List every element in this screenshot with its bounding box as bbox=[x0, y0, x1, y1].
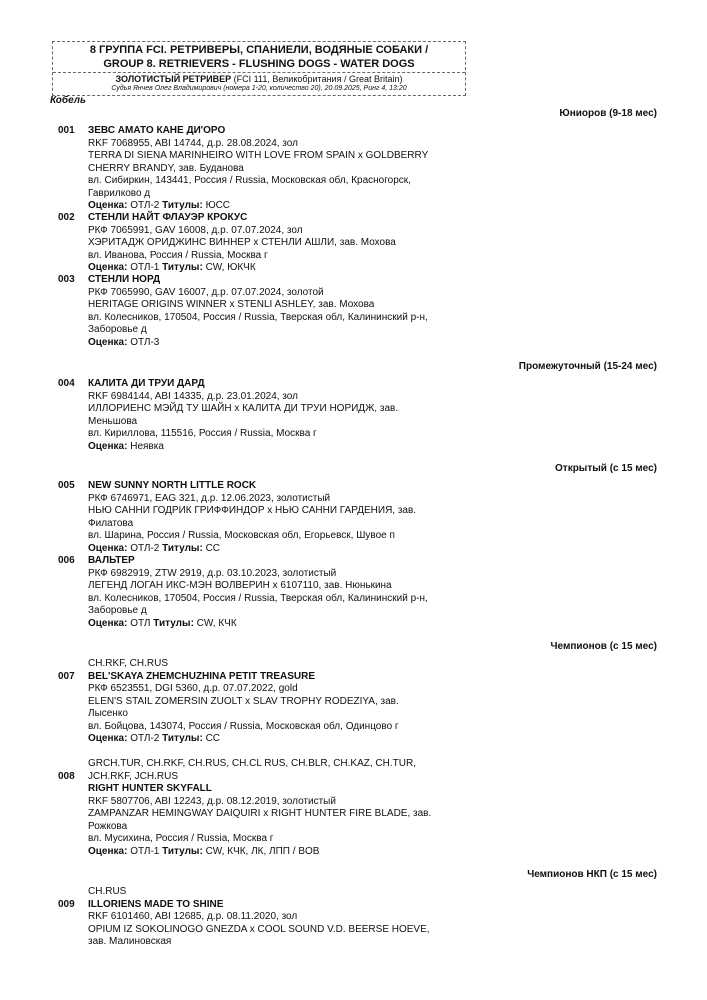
titles-label: Титулы: bbox=[159, 845, 203, 857]
entry-number: 003 bbox=[58, 274, 75, 285]
breed-origin: (FCI 111, Великобритания / Great Britain) bbox=[231, 74, 403, 84]
registration: RKF 7068955, ABI 14744, д.р. 28.08.2024, зол bbox=[88, 137, 298, 149]
owner-line: вл. Мусихина, Россия / Russia, Москва г bbox=[88, 833, 274, 844]
class-heading-intermediate: Промежуточный (15-24 мес) bbox=[518, 361, 657, 372]
dog-name: СТЕНЛИ НАЙТ ФЛАУЭР КРОКУС bbox=[88, 212, 248, 223]
score-label: Оценка: bbox=[88, 440, 128, 452]
score-value: ОТЛ-2 bbox=[127, 200, 160, 211]
breed-name: ЗОЛОТИСТЫЙ РЕТРИВЕР bbox=[115, 74, 232, 84]
entry-003 bbox=[58, 274, 478, 349]
judge-line: Судья Янчев Олег Владимирович (номера 1-20, количество 20), 20.09.2025, Ринг 4, 13:20 bbox=[111, 85, 407, 92]
titles-label: Титулы: bbox=[159, 262, 203, 273]
result-line bbox=[88, 618, 478, 631]
score-value: ОТЛ-2 bbox=[127, 542, 160, 554]
titles-value: CW, КЧК, ЛК, ЛПП / BOB bbox=[202, 845, 320, 857]
dog-name: КАЛИТА ДИ ТРУИ ДАРД bbox=[88, 378, 205, 389]
entry-005 bbox=[58, 480, 478, 555]
dog-name: ВАЛЬТЕР bbox=[88, 555, 135, 566]
entry-number: 004 bbox=[58, 378, 75, 389]
parents-line: ХЭРИТАДЖ ОРИДЖИНС ВИННЕР x СТЕНЛИ АШЛИ, зав. Мохова bbox=[88, 237, 396, 248]
previous-titles: CH.RUS bbox=[88, 886, 127, 897]
owner-line: вл. Бойцова, 143074, Россия / Russia, Московская обл, Одинцово г bbox=[88, 720, 399, 732]
entry-007 bbox=[58, 658, 478, 746]
dog-name: NEW SUNNY NORTH LITTLE ROCK bbox=[88, 480, 257, 491]
owner-line: вл. Колесников, 170504, Россия / Russia, Тверская обл, Калининский р-н, bbox=[88, 592, 428, 604]
class-heading-champions: Чемпионов (с 15 мес) bbox=[550, 641, 657, 652]
score-label: Оценка: bbox=[88, 336, 128, 348]
titles-value: CC bbox=[202, 542, 221, 554]
registration: RKF 6101460, ABI 12685, д.р. 08.11.2020, зол bbox=[88, 911, 298, 922]
group-title bbox=[53, 42, 465, 73]
parents-line: Филатова bbox=[88, 517, 134, 529]
class-heading-open: Открытый (с 15 мес) bbox=[555, 463, 657, 474]
titles-label: Титулы: bbox=[159, 542, 203, 554]
group-title-ru: 8 ГРУППА FCI. РЕТРИВЕРЫ, СПАНИЕЛИ, ВОДЯНЫЕ СОБАКИ / bbox=[89, 44, 429, 56]
group-title-en: GROUP 8. RETRIEVERS - FLUSHING DOGS - WATER DOGS bbox=[103, 58, 415, 70]
owner-line: вл. Сибиркин, 143441, Россия / Russia, Московская обл, Красногорск, bbox=[88, 175, 411, 186]
previous-titles: JCH.RKF, JCH.RUS bbox=[88, 770, 179, 782]
titles-label: Титулы: bbox=[159, 200, 203, 211]
result-line bbox=[88, 262, 478, 275]
dog-name: ILLORIENS MADE TO SHINE bbox=[88, 898, 224, 910]
score-value: ОТЛ-1 bbox=[127, 845, 160, 857]
registration: РКФ 7065991, GAV 16008, д.р. 07.07.2024, зол bbox=[88, 224, 303, 236]
titles-value: CW, КЧК bbox=[193, 617, 237, 629]
score-value: ОТЛ-3 bbox=[127, 336, 160, 348]
entry-number: 008 bbox=[58, 770, 75, 782]
result-line bbox=[88, 200, 478, 213]
score-label: Оценка: bbox=[88, 262, 128, 273]
parents-line: Лысенко bbox=[88, 708, 128, 719]
owner-line: Гаврилково д bbox=[88, 187, 151, 199]
owner-line: вл. Кириллова, 115516, Россия / Russia, Москва г bbox=[88, 428, 317, 439]
dog-name: ЗЕВС АМАТО КАНЕ ДИ'ОРО bbox=[88, 125, 226, 136]
titles-value: CC bbox=[202, 733, 221, 744]
entry-number: 001 bbox=[58, 125, 75, 136]
registration: РКФ 6523551, DGI 5360, д.р. 07.07.2022, gold bbox=[88, 683, 298, 694]
registration: РКФ 6746971, EAG 321, д.р. 12.06.2023, золотистый bbox=[88, 492, 331, 504]
parents-line: CHERRY BRANDY, зав. Буданова bbox=[88, 162, 244, 174]
previous-titles: GRCH.TUR, CH.RKF, CH.RUS, CH.CL RUS, CH.BLR, CH.KAZ, CH.TUR, bbox=[88, 758, 416, 769]
owner-line: вл. Шарина, Россия / Russia, Московская обл, Егорьевск, Шувое п bbox=[88, 530, 395, 541]
result-line bbox=[88, 846, 478, 859]
dog-name: СТЕНЛИ НОРД bbox=[88, 274, 161, 285]
breed-line bbox=[53, 74, 465, 84]
parents-line: Меньшова bbox=[88, 415, 138, 427]
parents-line: ZAMPANZAR HEMINGWAY DAIQUIRI x RIGHT HUNTER FIRE BLADE, зав. bbox=[88, 808, 432, 819]
score-label: Оценка: bbox=[88, 617, 128, 629]
titles-value: ЮСС bbox=[202, 200, 231, 211]
score-value: ОТЛ-2 bbox=[127, 733, 160, 744]
registration: RKF 5807706, ABI 12243, д.р. 08.12.2019, золотистый bbox=[88, 795, 336, 807]
score-value: Неявка bbox=[127, 440, 164, 452]
registration: РКФ 6982919, ZTW 2919, д.р. 03.10.2023, золотистый bbox=[88, 567, 337, 579]
parents-line: ЛЕГЕНД ЛОГАН ИКС-МЭН ВОЛВЕРИН x 6107110, зав. Нюнькина bbox=[88, 580, 392, 591]
score-label: Оценка: bbox=[88, 200, 128, 211]
titles-label: Титулы: bbox=[159, 733, 203, 744]
owner-line: вл. Иванова, Россия / Russia, Москва г bbox=[88, 249, 268, 261]
class-heading-club-champions: Чемпионов НКП (с 15 мес) bbox=[527, 869, 657, 880]
parents-line: зав. Малиновская bbox=[88, 936, 172, 947]
entry-006 bbox=[58, 555, 478, 630]
entry-number: 002 bbox=[58, 212, 75, 223]
score-value: ОТЛ-1 bbox=[127, 262, 160, 273]
parents-line: HERITAGE ORIGINS WINNER x STENLI ASHLEY, зав. Мохова bbox=[88, 299, 375, 310]
score-label: Оценка: bbox=[88, 733, 128, 744]
entry-number: 009 bbox=[58, 898, 75, 910]
result-line bbox=[88, 733, 478, 746]
group-header bbox=[52, 41, 466, 96]
previous-titles: CH.RKF, CH.RUS bbox=[88, 658, 169, 669]
parents-line: НЬЮ САННИ ГОДРИК ГРИФФИНДОР x НЬЮ САННИ ГАРДЕНИЯ, зав. bbox=[88, 505, 417, 516]
class-heading-juniors: Юниоров (9-18 мес) bbox=[559, 108, 657, 119]
parents-line: Рожкова bbox=[88, 820, 128, 832]
owner-line: Заборовье д bbox=[88, 605, 147, 616]
entry-001 bbox=[58, 125, 478, 213]
entry-number: 005 bbox=[58, 480, 75, 491]
owner-line: вл. Колесников, 170504, Россия / Russia, Тверская обл, Калининский р-н, bbox=[88, 311, 428, 323]
result-line bbox=[88, 543, 478, 556]
entry-number: 007 bbox=[58, 670, 75, 682]
parents-line: ИЛЛОРИЕНС МЭЙД ТУ ШАЙН x КАЛИТА ДИ ТРУИ НОРИДЖ, зав. bbox=[88, 403, 399, 414]
parents-line: TERRA DI SIENA MARINHEIRO WITH LOVE FROM SPAIN x GOLDBERRY bbox=[88, 150, 429, 161]
owner-line: Заборовье д bbox=[88, 324, 147, 335]
score-label: Оценка: bbox=[88, 845, 128, 857]
entry-008 bbox=[58, 758, 478, 858]
dog-name: BEL'SKAYA ZHEMCHUZHINA PETIT TREASURE bbox=[88, 670, 316, 682]
score-label: Оценка: bbox=[88, 542, 128, 554]
score-value: ОТЛ bbox=[127, 617, 151, 629]
entry-009 bbox=[58, 886, 478, 949]
titles-label: Титулы: bbox=[150, 617, 194, 629]
titles-value: CW, ЮКЧК bbox=[202, 262, 256, 273]
dog-name: RIGHT HUNTER SKYFALL bbox=[88, 783, 212, 794]
registration: RKF 6984144, ABI 14335, д.р. 23.01.2024, зол bbox=[88, 390, 298, 402]
result-line bbox=[88, 441, 478, 454]
entry-002 bbox=[58, 212, 478, 275]
entry-004 bbox=[58, 378, 478, 453]
registration: РКФ 7065990, GAV 16007, д.р. 07.07.2024, золотой bbox=[88, 286, 324, 298]
sex-label: Кобель bbox=[50, 95, 86, 106]
entry-number: 006 bbox=[58, 555, 75, 566]
result-line bbox=[88, 337, 478, 350]
parents-line: ELEN'S STAIL ZOMERSIN ZUOLT x SLAV TROPHY RODEZIYA, зав. bbox=[88, 695, 399, 707]
breed-info bbox=[53, 73, 465, 95]
parents-line: OPIUM IZ SOKOLINOGO GNEZDA x COOL SOUND V.D. BEERSE HOEVE, bbox=[88, 923, 430, 935]
